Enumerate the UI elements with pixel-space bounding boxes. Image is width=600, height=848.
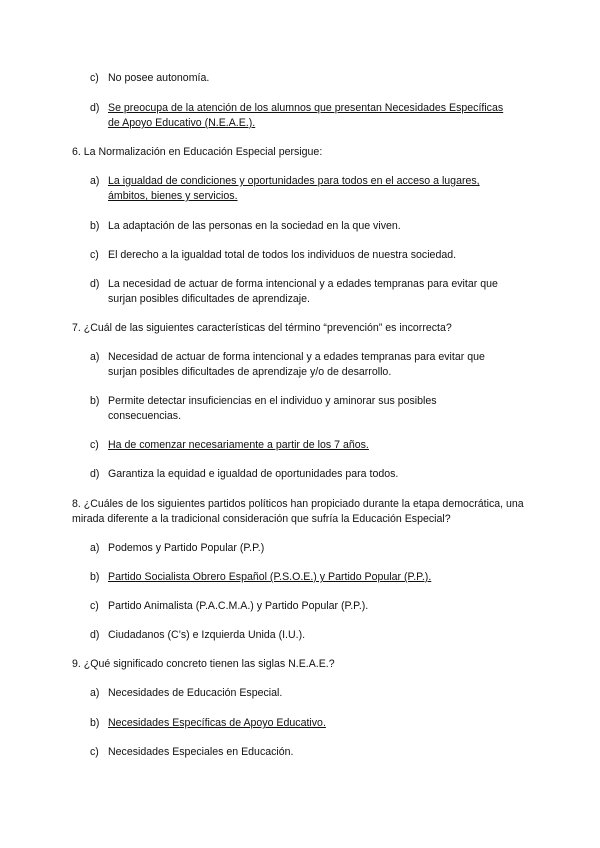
question-7-title: 7. ¿Cuál de las siguientes características del término “prevención” es incorrecta?: [72, 322, 452, 334]
option-d: [90, 277, 510, 307]
option-text: La adaptación de las personas en la sociedad en la que viven.: [108, 220, 401, 232]
option-text-correct: Partido Socialista Obrero Español (P.S.O.E.) y Partido Popular (P.P.).: [108, 571, 432, 583]
option-letter: a): [90, 175, 100, 187]
option-letter: d): [90, 468, 100, 480]
option-letter: c): [90, 746, 99, 758]
option-d: [90, 101, 510, 131]
option-text: La necesidad de actuar de forma intencional y a edades tempranas para evitar que surjan posibles dificultades de aprendizaje.: [108, 278, 498, 305]
option-text: Ciudadanos (C’s) e Izquierda Unida (I.U.).: [108, 629, 306, 641]
option-letter: c): [90, 249, 99, 261]
option-a: [90, 350, 510, 380]
option-a: [90, 541, 510, 556]
question-6-title: 6. La Normalización en Educación Especial persigue:: [72, 146, 323, 158]
option-b: [90, 570, 510, 585]
option-d: [90, 628, 510, 643]
option-letter: b): [90, 571, 100, 583]
option-text-correct: Necesidades Específicas de Apoyo Educativo.: [108, 717, 326, 729]
option-letter: b): [90, 395, 100, 407]
question-9-title: 9. ¿Qué significado concreto tienen las siglas N.E.A.E.?: [72, 658, 335, 670]
option-letter: d): [90, 278, 100, 290]
option-text: El derecho a la igualdad total de todos los individuos de nuestra sociedad.: [108, 249, 457, 261]
option-letter: a): [90, 542, 100, 554]
option-b: [90, 394, 510, 424]
option-text: Partido Animalista (P.A.C.M.A.) y Partido Popular (P.P.).: [108, 600, 369, 612]
option-letter: d): [90, 629, 100, 641]
option-letter: b): [90, 717, 100, 729]
option-text: Garantiza la equidad e igualdad de oportunidades para todos.: [108, 468, 399, 480]
option-text-correct: Se preocupa de la atención de los alumnos que presentan Necesidades Específicas de Apoyo Educativo (N.E.A.E.).: [108, 102, 504, 129]
option-a: [90, 174, 510, 204]
option-text: Necesidad de actuar de forma intencional y a edades tempranas para evitar que surjan posibles dificultades de aprendizaje y/o de desarrollo.: [108, 351, 485, 378]
option-c: [90, 71, 510, 86]
option-text: Podemos y Partido Popular (P.P.): [108, 542, 265, 554]
option-letter: c): [90, 600, 99, 612]
option-c: [90, 745, 510, 760]
option-c: [90, 438, 510, 453]
option-letter: a): [90, 687, 100, 699]
option-c: [90, 599, 510, 614]
option-letter: a): [90, 351, 100, 363]
option-b: [90, 219, 510, 234]
option-letter: c): [90, 439, 99, 451]
option-text: No posee autonomía.: [108, 72, 210, 84]
option-letter: d): [90, 102, 100, 114]
option-letter: c): [90, 72, 99, 84]
option-c: [90, 248, 510, 263]
option-text-correct: Ha de comenzar necesariamente a partir de los 7 años.: [108, 439, 369, 451]
option-text: Necesidades Especiales en Educación.: [108, 746, 294, 758]
option-a: [90, 686, 510, 701]
option-text: Permite detectar insuficiencias en el individuo y aminorar sus posibles consecuencias.: [108, 395, 437, 422]
option-d: [90, 467, 510, 482]
option-b: [90, 716, 510, 731]
question-8-title: 8. ¿Cuáles de los siguientes partidos políticos han propiciado durante la etapa democrática, una mirada diferente a la tradicional consideración que sufría la Educación Especial?: [72, 498, 524, 525]
option-text: Necesidades de Educación Especial.: [108, 687, 283, 699]
option-text-correct: La igualdad de condiciones y oportunidades para todos en el acceso a lugares, ámbitos, bienes y servicios.: [108, 175, 480, 202]
option-letter: b): [90, 220, 100, 232]
